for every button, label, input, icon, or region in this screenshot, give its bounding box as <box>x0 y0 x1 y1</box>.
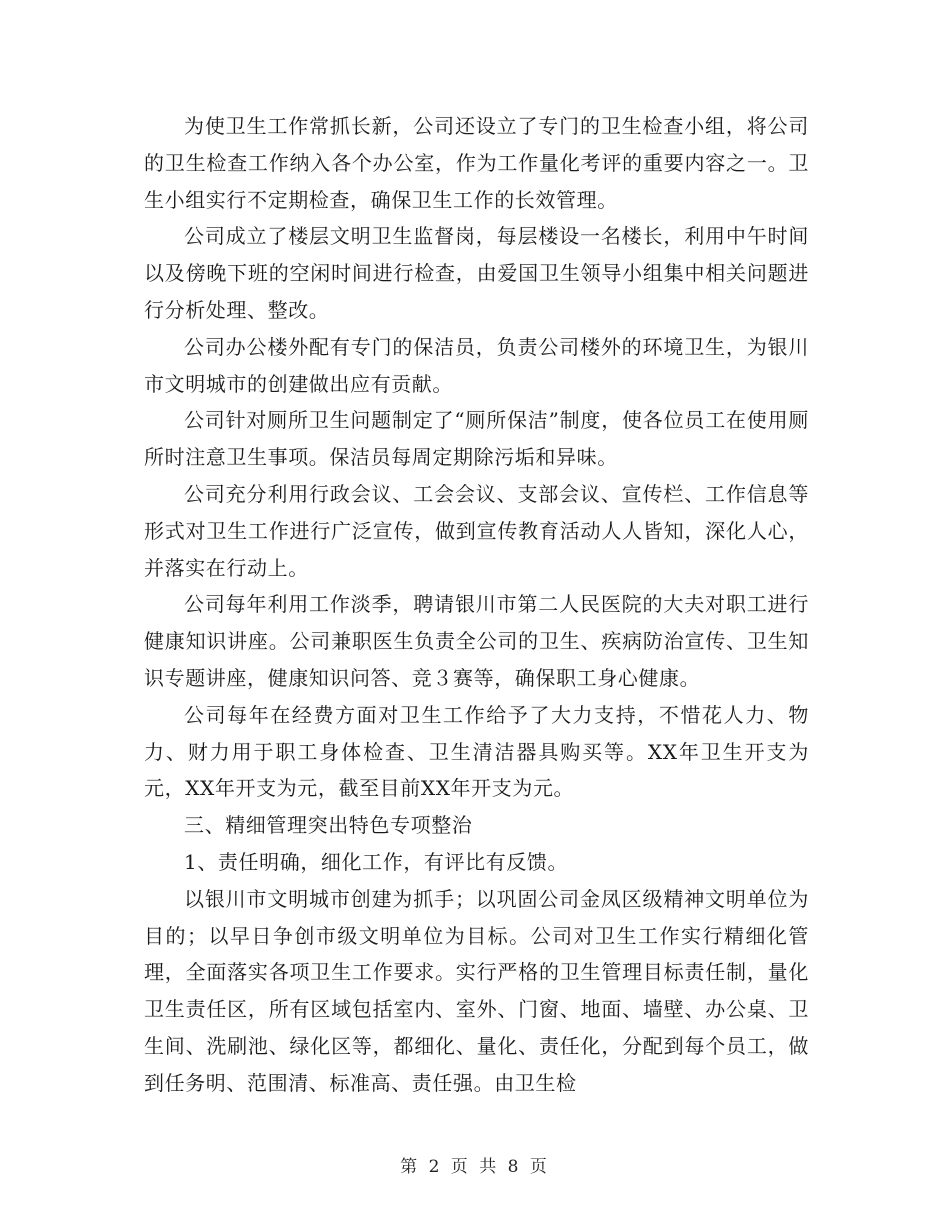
paragraph: 以银川市文明城市创建为抓手；以巩固公司金凤区级精神文明单位为目的；以早日争创市级文明单位为目标。公司对卫生工作实行精细化管理，全面落实各项卫生工作要求。实行严格的卫生管理目标责任制，量化卫生责任区，所有区域包括室内、室外、门窗、地面、墙壁、办公桌、卫生间、洗刷池、绿化区等，都细化、量化、责任化，分配到每个员工，做到任务明、范围清、标准高、责任强。由卫生检 <box>144 886 809 1095</box>
section-heading: 三、精细管理突出特色专项整治 <box>184 813 473 838</box>
paragraph: 公司每年在经费方面对卫生工作给予了大力支持，不惜花人力、物力、财力用于职工身体检查、卫生清洁器具购买等。XX年卫生开支为元，XX年开支为元，截至目前XX年开支为元。 <box>144 702 809 801</box>
page-number-footer: 第 2 页 共 8 页 <box>400 1157 550 1177</box>
paragraph: 公司每年利用工作淡季，聘请银川市第二人民医院的大夫对职工进行健康知识讲座。公司兼职医生负责全公司的卫生、疾病防治宣传、卫生知识专题讲座，健康知识问答、竞３赛等，确保职工身心健康。 <box>144 592 809 690</box>
paragraph: 公司针对厕所卫生问题制定了“厕所保洁”制度，使各位员工在使用厕所时注意卫生事项。保洁员每周定期除污垢和异味。 <box>144 408 809 470</box>
paragraph: 公司办公楼外配有专门的保洁员，负责公司楼外的环境卫生，为银川市文明城市的创建做出应有贡献。 <box>144 334 809 396</box>
paragraph: 公司成立了楼层文明卫生监督岗，每层楼设一名楼长，利用中午时间以及傍晚下班的空闲时间进行检查，由爱国卫生领导小组集中相关问题进行分析处理、整改。 <box>144 224 809 322</box>
paragraph: 为使卫生工作常抓长新，公司还设立了专门的卫生检查小组，将公司的卫生检查工作纳入各个办公室，作为工作量化考评的重要内容之一。卫生小组实行不定期检查，确保卫生工作的长效管理。 <box>144 114 809 212</box>
paragraph: 公司充分利用行政会议、工会会议、支部会议、宣传栏、工作信息等形式对卫生工作进行广泛宣传，做到宣传教育活动人人皆知，深化人心，并落实在行动上。 <box>144 481 809 580</box>
document-body <box>144 108 809 1102</box>
subsection-heading: 1、责任明确，细化工作，有评比有反馈。 <box>184 849 569 874</box>
